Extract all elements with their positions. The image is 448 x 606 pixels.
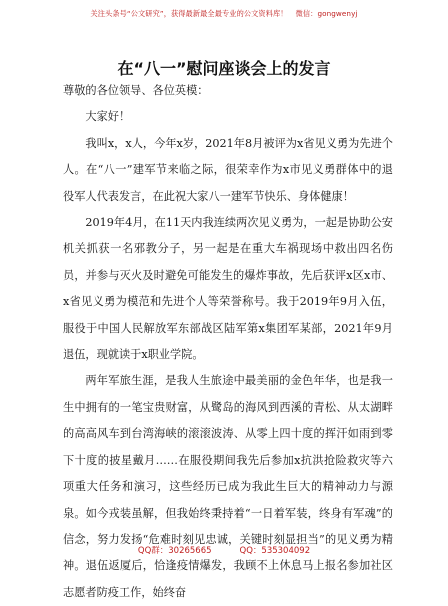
footer-qq: QQ：535304092 — [239, 546, 311, 556]
banner-text: 关注头条号“公文研究”，获得最新最全最专业的公文资料库！ — [90, 9, 288, 18]
banner-wechat: 微信：gongwenyj — [295, 9, 358, 18]
footer-contact — [0, 544, 448, 556]
footer-qq-group: QQ群：30265665 — [137, 546, 212, 556]
salutation: 尊敬的各位领导、各位英模： — [63, 84, 209, 97]
paragraph-service: 两年军旅生涯，是我人生旅途中最美丽的金色年华，也是我一生中拥有的一笔宝贵财富，从鹭岛的海风到西溪的青松、从太湖畔的高高风车到台湾海峡的滚滚波涛、从零上四十度的挥汗如雨到零下十度的披星戴月……在服役期间我先后参加x抗洪抢险救灾等六项重大任务和演习，这些经历已成为我此生巨大的精神动力与源泉。如今戎装虽解，但我始终秉持着“一日着军装，终身有军魂”的信念，努力发扬“危难时刻见忠诚，关键时刻显担当”的见义勇为精神。退伍返厦后，恰逢疫情爆发，我顾不上休息马上报名参加社区志愿者防疫工作，始终奋 — [63, 374, 393, 599]
document-body — [63, 78, 393, 606]
document-title: 在“八一”慰问座谈会上的发言 — [117, 59, 331, 78]
paragraph-intro: 我叫x，x人，今年x岁，2021年8月被评为x省见义勇为先进个人。在“八一”建军节来临之际，很荣幸作为x市见义勇群体中的退役军人代表发言，在此祝大家八一建军节快乐、身体健康！ — [63, 136, 393, 203]
paragraph-deeds: 2019年4月，在11天内我连续两次见义勇为，一起是协助公安机关抓获一名邪教分子，另一起是在重大车祸现场中救出四名伤员，并参与灭火及时避免可能发生的爆炸事故，先后获评x区x市、x省见义勇为模范和先进个人等荣誉称号。我于2019年9月入伍，服役于中国人民解放军东部战区陆军第x集团军某部，2021年9月退伍，现就读于x职业学院。 — [63, 216, 393, 362]
header-banner — [0, 9, 448, 19]
greeting: 大家好！ — [85, 110, 131, 124]
